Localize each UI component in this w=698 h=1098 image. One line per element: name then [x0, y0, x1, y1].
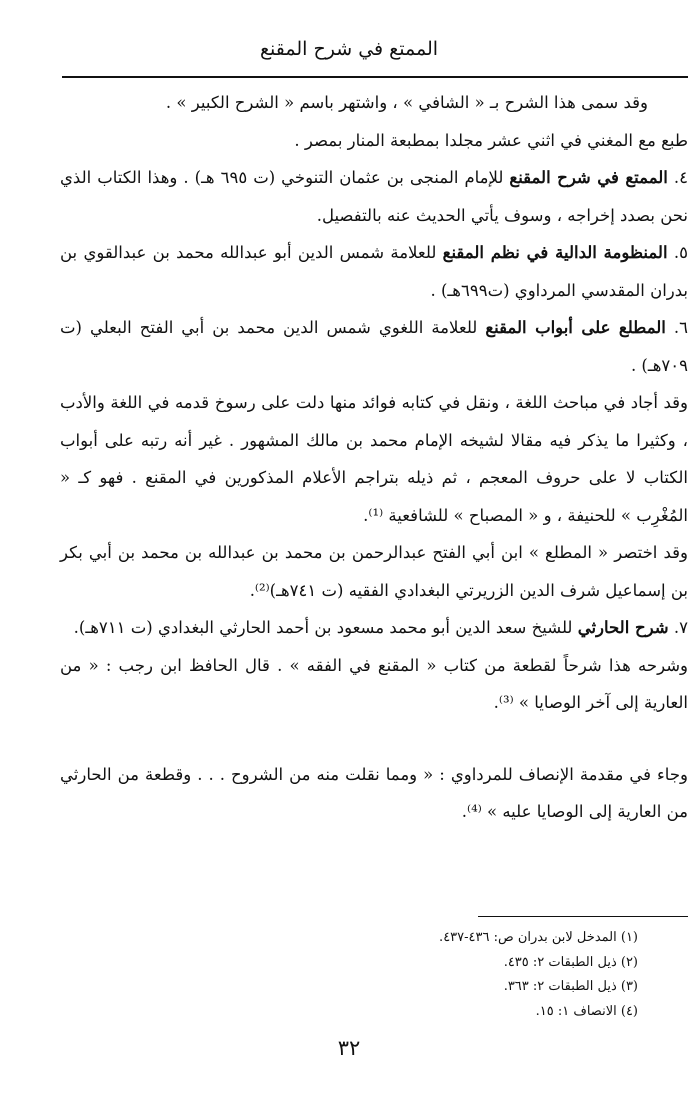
- main-text: [60, 84, 688, 831]
- footnotes: [60, 926, 688, 1024]
- paragraph-insaf-quote: وجاء في مقدمة الإنصاف للمرداوي : « ومما نقلت منه من الشروح . . . وقطعة من الحارثي من العارية إلى الوصايا عليه » ⁽⁴⁾.: [60, 764, 688, 821]
- header-divider: [62, 76, 688, 78]
- list-item-text: للعلامة اللغوي شمس الدين محمد بن أبي الفتح البعلي (ت ٧٠٩هـ) .: [60, 318, 688, 375]
- list-number: ٤.: [673, 168, 688, 187]
- book-title: الممتع في شرح المقنع: [509, 168, 668, 187]
- spacer: [60, 722, 688, 756]
- list-item-harithi: [60, 609, 688, 647]
- paragraph-harithi-description: وشرحه هذا شرحاً لقطعة من كتاب « المقنع في الفقه » . قال الحافظ ابن رجب : « من العارية إلى آخر الوصايا » ⁽³⁾.: [60, 655, 688, 712]
- footnote-4: (٤) الانصاف ١: ١٥.: [535, 1003, 638, 1019]
- paragraph-printed-edition: طبع مع المغني في اثني عشر مجلدا بمطبعة المنار بمصر .: [294, 130, 688, 150]
- list-item-mutla: [60, 309, 688, 384]
- list-number: ٥.: [673, 243, 688, 262]
- list-number: ٧.: [673, 618, 688, 637]
- footnote-divider: [478, 916, 688, 917]
- footnote-1: (١) المدخل لابن بدران ص: ٤٣٦-٤٣٧.: [439, 930, 638, 945]
- book-title: المطلع على أبواب المقنع: [485, 318, 666, 337]
- book-title: المنظومة الدالية في نظم المقنع: [442, 243, 668, 262]
- list-number: ٦.: [673, 318, 688, 337]
- list-item-text: للإمام المنجى بن عثمان التنوخي (ت ٦٩٥ هـ) . وهذا الكتاب الذي نحن بصدد إخراجه ، وسوف يأتي الحديث عنه بالتفصيل.: [60, 168, 688, 225]
- list-item-text: للشيخ سعد الدين أبو محمد مسعود بن أحمد الحارثي البغدادي (ت ٧١١هـ).: [73, 618, 578, 637]
- paragraph-mutla-description: وقد أجاد في مباحث اللغة ، ونقل في كتابه فوائد منها دلت على رسوخ قدمه في اللغة والأدب ، وكثيرا ما يذكر فيه مقالا لشيخه الإمام محمد بن مالك المشهور . غير أنه رتبه على أبواب الكتاب لا على حروف المعجم ، ثم ذيله بتراجم الأعلام المذكورين في المقنع . فهو كـ « المُغْرِب » للحنيفة ، و « المصباح » للشافعية ⁽¹⁾.: [60, 393, 688, 525]
- list-item-text: للعلامة شمس الدين أبو عبدالله محمد بن عبدالقوي بن بدران المقدسي المرداوي (ت٦٩٩هـ) .: [60, 243, 688, 300]
- footnote-2: (٢) ذيل الطبقات ٢: ٤٣٥.: [503, 954, 638, 970]
- paragraph-mutla-abridgment: وقد اختصر « المطلع » ابن أبي الفتح عبدالرحمن بن محمد بن عبدالله بن محمد بن أبي بكر بن إسماعيل شرف الدين الزريرتي البغدادي الفقيه (ت ٧٤١هـ)⁽²⁾.: [60, 543, 688, 600]
- footnote-3: (٣) ذيل الطبقات ٢: ٣٦٣.: [503, 979, 638, 994]
- running-header-title: الممتع في شرح المقنع: [259, 38, 439, 60]
- page-number: ٣٢: [337, 1036, 361, 1060]
- paragraph-shafi-name: وقد سمى هذا الشرح بـ « الشافي » ، واشتهر باسم « الشرح الكبير » .: [165, 93, 648, 112]
- list-item-mumti: [60, 159, 688, 234]
- book-title: شرح الحارثي: [577, 618, 669, 637]
- list-item-manzuma: [60, 234, 688, 309]
